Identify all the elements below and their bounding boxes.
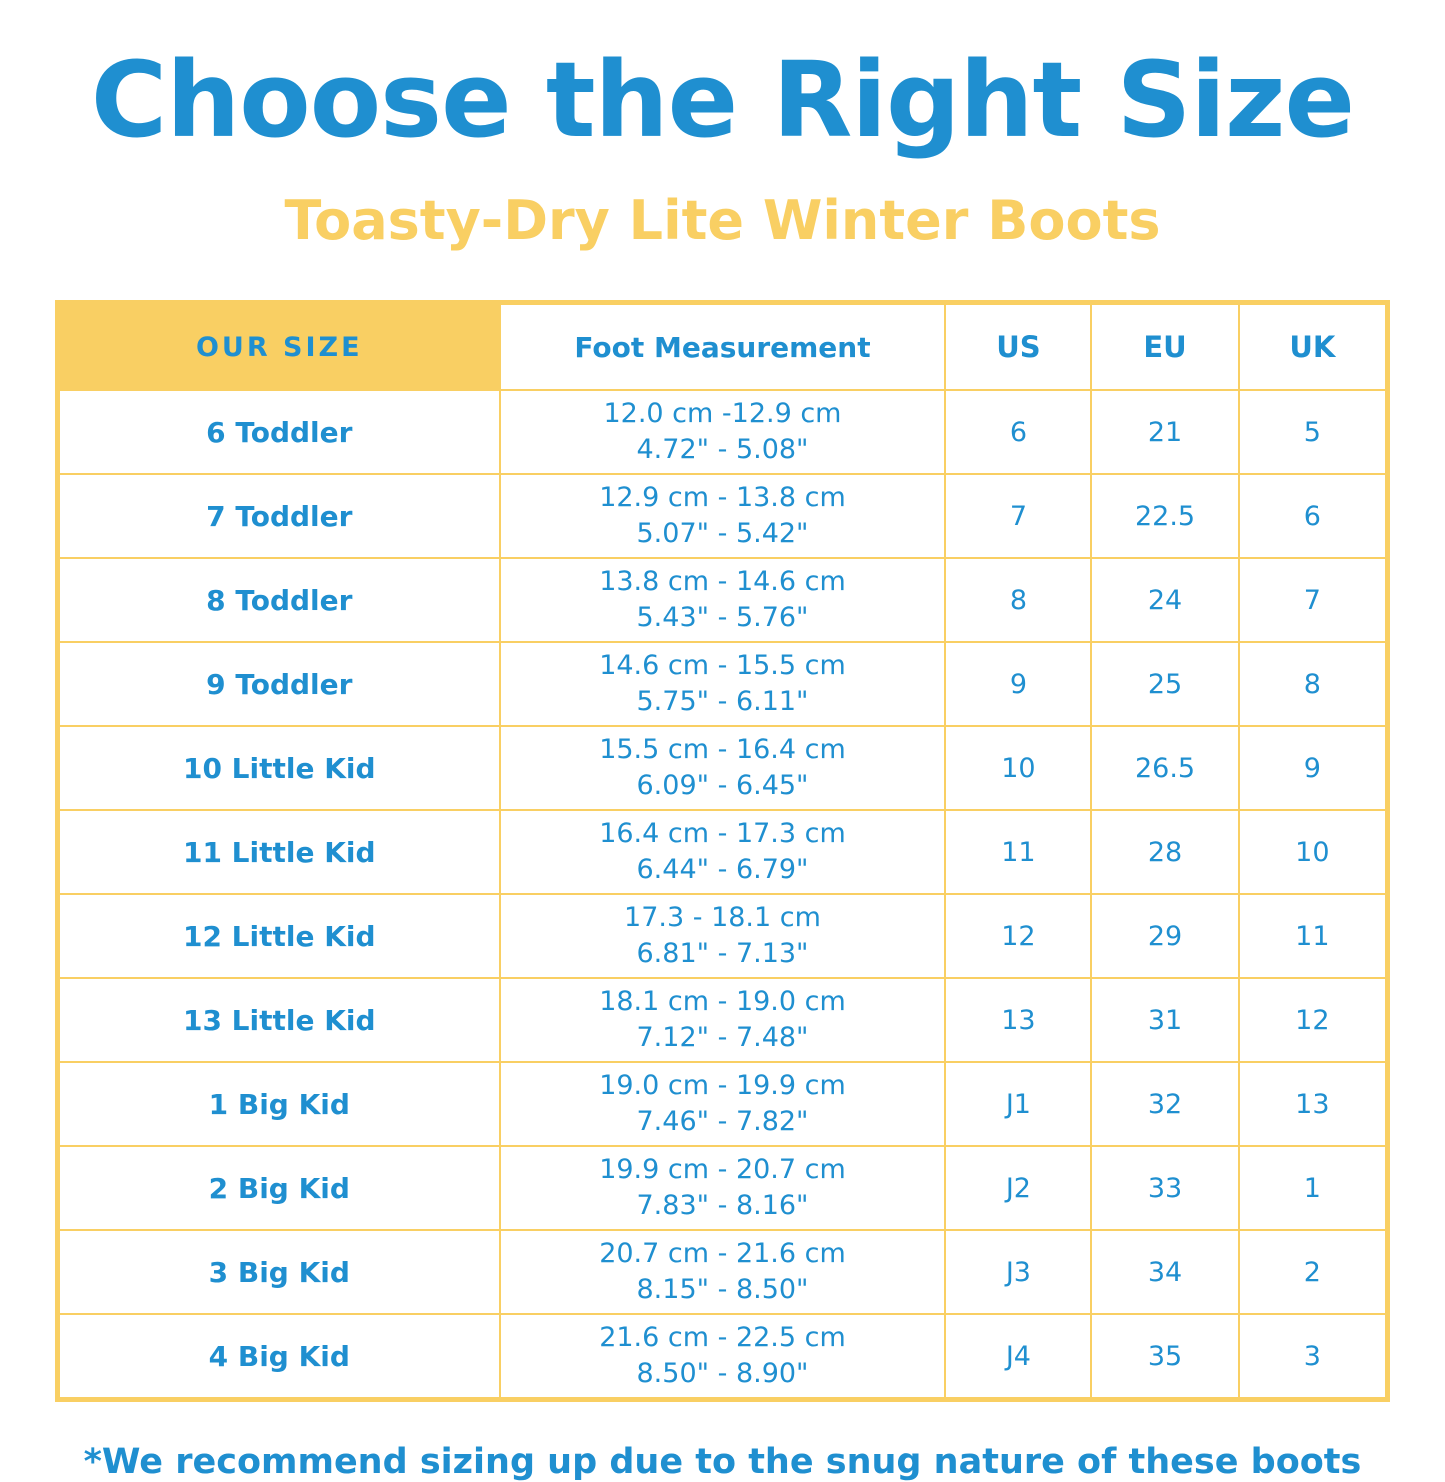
measurement-cm: 12.9 cm - 13.8 cm <box>599 482 846 514</box>
cell-eu: 31 <box>1091 978 1238 1062</box>
cell-foot-measurement <box>500 1062 946 1146</box>
cell-foot-measurement <box>500 978 946 1062</box>
cell-eu: 26.5 <box>1091 726 1238 810</box>
cell-foot-measurement <box>500 894 946 978</box>
cell-uk: 6 <box>1239 474 1386 558</box>
cell-our-size: 4 Big Kid <box>59 1314 500 1398</box>
cell-us: 6 <box>945 390 1091 474</box>
table-row <box>59 726 1386 810</box>
cell-uk: 8 <box>1239 642 1386 726</box>
table-row <box>59 558 1386 642</box>
cell-us: 10 <box>945 726 1091 810</box>
measurement-inch: 5.75" - 6.11" <box>636 686 809 717</box>
cell-foot-measurement <box>500 558 946 642</box>
cell-us: 11 <box>945 810 1091 894</box>
measurement-cm: 14.6 cm - 15.5 cm <box>599 650 846 682</box>
measurement-cm: 21.6 cm - 22.5 cm <box>599 1322 846 1354</box>
cell-uk: 10 <box>1239 810 1386 894</box>
measurement-cm: 13.8 cm - 14.6 cm <box>599 566 846 598</box>
cell-our-size: 8 Toddler <box>59 558 500 642</box>
table-row <box>59 1230 1386 1314</box>
measurement-inch: 8.15" - 8.50" <box>636 1274 809 1305</box>
table-body <box>59 390 1386 1398</box>
table-row <box>59 1314 1386 1398</box>
cell-uk: 11 <box>1239 894 1386 978</box>
cell-us: J2 <box>945 1146 1091 1230</box>
measurement-cm: 19.9 cm - 20.7 cm <box>599 1154 846 1186</box>
cell-foot-measurement <box>500 390 946 474</box>
cell-eu: 25 <box>1091 642 1238 726</box>
cell-foot-measurement <box>500 1146 946 1230</box>
measurement-inch: 7.83" - 8.16" <box>636 1190 809 1221</box>
cell-eu: 28 <box>1091 810 1238 894</box>
cell-eu: 35 <box>1091 1314 1238 1398</box>
measurement-cm: 19.0 cm - 19.9 cm <box>599 1070 846 1102</box>
cell-our-size: 3 Big Kid <box>59 1230 500 1314</box>
measurement-inch: 5.07" - 5.42" <box>636 518 809 549</box>
measurement-inch: 7.12" - 7.48" <box>636 1022 809 1053</box>
size-table <box>58 303 1387 1399</box>
cell-foot-measurement <box>500 810 946 894</box>
measurement-inch: 4.72" - 5.08" <box>636 434 809 465</box>
column-header-us: US <box>945 304 1091 390</box>
cell-our-size: 6 Toddler <box>59 390 500 474</box>
table-row <box>59 810 1386 894</box>
cell-uk: 13 <box>1239 1062 1386 1146</box>
table-row <box>59 390 1386 474</box>
table-row <box>59 1146 1386 1230</box>
measurement-inch: 6.09" - 6.45" <box>636 770 809 801</box>
cell-uk: 5 <box>1239 390 1386 474</box>
cell-us: 7 <box>945 474 1091 558</box>
cell-eu: 29 <box>1091 894 1238 978</box>
measurement-cm: 15.5 cm - 16.4 cm <box>599 734 846 766</box>
cell-foot-measurement <box>500 1230 946 1314</box>
cell-our-size: 1 Big Kid <box>59 1062 500 1146</box>
cell-foot-measurement <box>500 474 946 558</box>
cell-eu: 34 <box>1091 1230 1238 1314</box>
cell-us: J1 <box>945 1062 1091 1146</box>
measurement-inch: 6.44" - 6.79" <box>636 854 809 885</box>
cell-eu: 24 <box>1091 558 1238 642</box>
cell-uk: 3 <box>1239 1314 1386 1398</box>
cell-foot-measurement <box>500 726 946 810</box>
cell-our-size: 13 Little Kid <box>59 978 500 1062</box>
measurement-cm: 18.1 cm - 19.0 cm <box>599 986 846 1018</box>
cell-us: 12 <box>945 894 1091 978</box>
cell-our-size: 11 Little Kid <box>59 810 500 894</box>
table-header <box>59 304 1386 390</box>
cell-us: 9 <box>945 642 1091 726</box>
footnote: *We recommend sizing up due to the snug nature of these boots <box>83 1442 1362 1482</box>
cell-uk: 2 <box>1239 1230 1386 1314</box>
cell-us: J3 <box>945 1230 1091 1314</box>
page-title: Choose the Right Size <box>90 39 1355 161</box>
page-subtitle: Toasty-Dry Lite Winter Boots <box>284 189 1161 252</box>
column-header-uk: UK <box>1239 304 1386 390</box>
cell-our-size: 2 Big Kid <box>59 1146 500 1230</box>
table-row <box>59 1062 1386 1146</box>
measurement-inch: 8.50" - 8.90" <box>636 1358 809 1389</box>
measurement-cm: 12.0 cm -12.9 cm <box>603 398 842 430</box>
measurement-cm: 16.4 cm - 17.3 cm <box>599 818 846 850</box>
cell-uk: 7 <box>1239 558 1386 642</box>
cell-eu: 22.5 <box>1091 474 1238 558</box>
size-table-wrapper <box>55 300 1390 1402</box>
cell-eu: 33 <box>1091 1146 1238 1230</box>
table-row <box>59 894 1386 978</box>
cell-eu: 21 <box>1091 390 1238 474</box>
cell-our-size: 10 Little Kid <box>59 726 500 810</box>
cell-uk: 12 <box>1239 978 1386 1062</box>
cell-us: 13 <box>945 978 1091 1062</box>
table-row <box>59 642 1386 726</box>
measurement-inch: 5.43" - 5.76" <box>636 602 809 633</box>
measurement-inch: 7.46" - 7.82" <box>636 1106 809 1137</box>
cell-uk: 9 <box>1239 726 1386 810</box>
cell-us: 8 <box>945 558 1091 642</box>
cell-foot-measurement <box>500 642 946 726</box>
table-row <box>59 978 1386 1062</box>
column-header-our-size: OUR SIZE <box>59 304 500 390</box>
measurement-cm: 17.3 - 18.1 cm <box>624 902 821 934</box>
cell-our-size: 9 Toddler <box>59 642 500 726</box>
cell-us: J4 <box>945 1314 1091 1398</box>
measurement-cm: 20.7 cm - 21.6 cm <box>599 1238 846 1270</box>
cell-our-size: 12 Little Kid <box>59 894 500 978</box>
column-header-eu: EU <box>1091 304 1238 390</box>
measurement-inch: 6.81" - 7.13" <box>636 938 809 969</box>
table-header-row <box>59 304 1386 390</box>
table-row <box>59 474 1386 558</box>
cell-uk: 1 <box>1239 1146 1386 1230</box>
cell-our-size: 7 Toddler <box>59 474 500 558</box>
column-header-foot-measurement: Foot Measurement <box>500 304 946 390</box>
cell-eu: 32 <box>1091 1062 1238 1146</box>
cell-foot-measurement <box>500 1314 946 1398</box>
